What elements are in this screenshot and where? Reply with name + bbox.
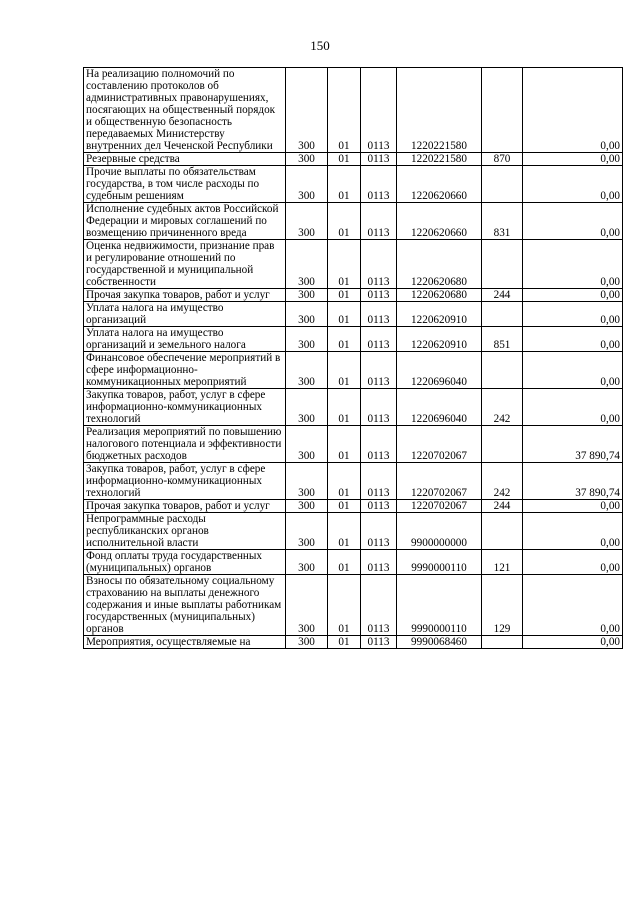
subsection-code-cell: 0113 bbox=[361, 426, 397, 463]
expense-type-cell bbox=[482, 166, 523, 203]
ved-code-cell: 300 bbox=[286, 463, 328, 500]
target-article-cell: 1220620660 bbox=[397, 203, 482, 240]
amount-cell: 0,00 bbox=[523, 68, 623, 153]
table-row bbox=[84, 513, 623, 550]
amount-cell: 0,00 bbox=[523, 166, 623, 203]
target-article-cell: 1220620660 bbox=[397, 166, 482, 203]
target-article-cell: 1220620680 bbox=[397, 289, 482, 302]
amount-cell: 0,00 bbox=[523, 513, 623, 550]
expense-type-cell: 244 bbox=[482, 500, 523, 513]
ved-code-cell: 300 bbox=[286, 389, 328, 426]
section-code-cell: 01 bbox=[328, 463, 361, 500]
subsection-code-cell: 0113 bbox=[361, 240, 397, 289]
row-name-cell: Финансовое обеспечение мероприятий в сфере информационно-коммуникационных мероприятий bbox=[84, 352, 286, 389]
subsection-code-cell: 0113 bbox=[361, 550, 397, 575]
expense-type-cell: 242 bbox=[482, 389, 523, 426]
row-name-cell: Взносы по обязательному социальному страхованию на выплаты денежного содержания и иные выплаты работникам государственных (муниципальных) органов bbox=[84, 575, 286, 636]
target-article-cell: 1220702067 bbox=[397, 426, 482, 463]
amount-cell: 0,00 bbox=[523, 203, 623, 240]
expense-type-cell bbox=[482, 636, 523, 649]
page-number: 150 bbox=[310, 38, 330, 53]
row-name-cell: Резервные средства bbox=[84, 153, 286, 166]
subsection-code-cell: 0113 bbox=[361, 166, 397, 203]
row-name-cell: Фонд оплаты труда государственных (муниципальных) органов bbox=[84, 550, 286, 575]
row-name-cell: Реализация мероприятий по повышению налогового потенциала и эффективности бюджетных расходов bbox=[84, 426, 286, 463]
amount-cell: 0,00 bbox=[523, 500, 623, 513]
target-article-cell: 9990068460 bbox=[397, 636, 482, 649]
row-name-cell: Прочая закупка товаров, работ и услуг bbox=[84, 289, 286, 302]
expense-type-cell: 831 bbox=[482, 203, 523, 240]
section-code-cell: 01 bbox=[328, 500, 361, 513]
table-row bbox=[84, 352, 623, 389]
amount-cell: 0,00 bbox=[523, 636, 623, 649]
ved-code-cell: 300 bbox=[286, 636, 328, 649]
ved-code-cell: 300 bbox=[286, 327, 328, 352]
subsection-code-cell: 0113 bbox=[361, 463, 397, 500]
expense-type-cell bbox=[482, 240, 523, 289]
table-row bbox=[84, 327, 623, 352]
target-article-cell: 1220702067 bbox=[397, 463, 482, 500]
table-row bbox=[84, 166, 623, 203]
amount-cell: 0,00 bbox=[523, 302, 623, 327]
section-code-cell: 01 bbox=[328, 203, 361, 240]
row-name-cell: Уплата налога на имущество организаций bbox=[84, 302, 286, 327]
subsection-code-cell: 0113 bbox=[361, 203, 397, 240]
table-row bbox=[84, 302, 623, 327]
ved-code-cell: 300 bbox=[286, 203, 328, 240]
ved-code-cell: 300 bbox=[286, 302, 328, 327]
target-article-cell: 9900000000 bbox=[397, 513, 482, 550]
expense-type-cell bbox=[482, 426, 523, 463]
ved-code-cell: 300 bbox=[286, 68, 328, 153]
section-code-cell: 01 bbox=[328, 575, 361, 636]
target-article-cell: 9990000110 bbox=[397, 550, 482, 575]
row-name-cell: На реализацию полномочий по составлению протоколов об административных правонарушениях, посягающих на общественный порядок и общественную безопасность передаваемых Министерству внутренних дел Чеченской Республики bbox=[84, 68, 286, 153]
subsection-code-cell: 0113 bbox=[361, 575, 397, 636]
subsection-code-cell: 0113 bbox=[361, 513, 397, 550]
table-row bbox=[84, 550, 623, 575]
expense-type-cell bbox=[482, 68, 523, 153]
expense-type-cell: 242 bbox=[482, 463, 523, 500]
amount-cell: 0,00 bbox=[523, 389, 623, 426]
subsection-code-cell: 0113 bbox=[361, 327, 397, 352]
expense-type-cell bbox=[482, 513, 523, 550]
table-row bbox=[84, 68, 623, 153]
section-code-cell: 01 bbox=[328, 68, 361, 153]
section-code-cell: 01 bbox=[328, 153, 361, 166]
subsection-code-cell: 0113 bbox=[361, 289, 397, 302]
section-code-cell: 01 bbox=[328, 389, 361, 426]
section-code-cell: 01 bbox=[328, 166, 361, 203]
expense-type-cell bbox=[482, 352, 523, 389]
row-name-cell: Непрограммные расходы республиканских органов исполнительной власти bbox=[84, 513, 286, 550]
section-code-cell: 01 bbox=[328, 289, 361, 302]
row-name-cell: Оценка недвижимости, признание прав и регулирование отношений по государственной и муниципальной собственности bbox=[84, 240, 286, 289]
ved-code-cell: 300 bbox=[286, 166, 328, 203]
row-name-cell: Уплата налога на имущество организаций и земельного налога bbox=[84, 327, 286, 352]
section-code-cell: 01 bbox=[328, 302, 361, 327]
ved-code-cell: 300 bbox=[286, 153, 328, 166]
row-name-cell: Прочая закупка товаров, работ и услуг bbox=[84, 500, 286, 513]
amount-cell: 0,00 bbox=[523, 550, 623, 575]
section-code-cell: 01 bbox=[328, 327, 361, 352]
table-row bbox=[84, 289, 623, 302]
expense-type-cell: 851 bbox=[482, 327, 523, 352]
expense-type-cell: 244 bbox=[482, 289, 523, 302]
subsection-code-cell: 0113 bbox=[361, 68, 397, 153]
table-row bbox=[84, 203, 623, 240]
table-row bbox=[84, 500, 623, 513]
row-name-cell: Закупка товаров, работ, услуг в сфере информационно-коммуникационных технологий bbox=[84, 463, 286, 500]
row-name-cell: Мероприятия, осуществляемые на bbox=[84, 636, 286, 649]
table-row bbox=[84, 153, 623, 166]
amount-cell: 0,00 bbox=[523, 289, 623, 302]
row-name-cell: Закупка товаров, работ, услуг в сфере информационно-коммуникационных технологий bbox=[84, 389, 286, 426]
section-code-cell: 01 bbox=[328, 550, 361, 575]
table-body bbox=[84, 68, 623, 649]
table-row bbox=[84, 636, 623, 649]
target-article-cell: 1220620910 bbox=[397, 302, 482, 327]
ved-code-cell: 300 bbox=[286, 289, 328, 302]
subsection-code-cell: 0113 bbox=[361, 636, 397, 649]
table-row bbox=[84, 575, 623, 636]
expense-type-cell: 121 bbox=[482, 550, 523, 575]
subsection-code-cell: 0113 bbox=[361, 302, 397, 327]
table-row bbox=[84, 426, 623, 463]
ved-code-cell: 300 bbox=[286, 352, 328, 389]
subsection-code-cell: 0113 bbox=[361, 500, 397, 513]
table-row bbox=[84, 389, 623, 426]
ved-code-cell: 300 bbox=[286, 513, 328, 550]
section-code-cell: 01 bbox=[328, 240, 361, 289]
subsection-code-cell: 0113 bbox=[361, 389, 397, 426]
subsection-code-cell: 0113 bbox=[361, 352, 397, 389]
target-article-cell: 9990000110 bbox=[397, 575, 482, 636]
ved-code-cell: 300 bbox=[286, 575, 328, 636]
target-article-cell: 1220696040 bbox=[397, 352, 482, 389]
target-article-cell: 1220702067 bbox=[397, 500, 482, 513]
ved-code-cell: 300 bbox=[286, 500, 328, 513]
section-code-cell: 01 bbox=[328, 513, 361, 550]
amount-cell: 0,00 bbox=[523, 352, 623, 389]
ved-code-cell: 300 bbox=[286, 426, 328, 463]
expense-type-cell bbox=[482, 302, 523, 327]
table-row bbox=[84, 463, 623, 500]
section-code-cell: 01 bbox=[328, 352, 361, 389]
amount-cell: 0,00 bbox=[523, 575, 623, 636]
section-code-cell: 01 bbox=[328, 636, 361, 649]
expense-type-cell: 870 bbox=[482, 153, 523, 166]
table-row bbox=[84, 240, 623, 289]
target-article-cell: 1220221580 bbox=[397, 68, 482, 153]
target-article-cell: 1220620910 bbox=[397, 327, 482, 352]
amount-cell: 37 890,74 bbox=[523, 426, 623, 463]
section-code-cell: 01 bbox=[328, 426, 361, 463]
row-name-cell: Исполнение судебных актов Российской Федерации и мировых соглашений по возмещению причиненного вреда bbox=[84, 203, 286, 240]
target-article-cell: 1220696040 bbox=[397, 389, 482, 426]
amount-cell: 37 890,74 bbox=[523, 463, 623, 500]
row-name-cell: Прочие выплаты по обязательствам государства, в том числе расходы по судебным решениям bbox=[84, 166, 286, 203]
target-article-cell: 1220620680 bbox=[397, 240, 482, 289]
target-article-cell: 1220221580 bbox=[397, 153, 482, 166]
amount-cell: 0,00 bbox=[523, 240, 623, 289]
subsection-code-cell: 0113 bbox=[361, 153, 397, 166]
expense-type-cell: 129 bbox=[482, 575, 523, 636]
ved-code-cell: 300 bbox=[286, 240, 328, 289]
budget-table bbox=[83, 67, 623, 649]
amount-cell: 0,00 bbox=[523, 327, 623, 352]
ved-code-cell: 300 bbox=[286, 550, 328, 575]
amount-cell: 0,00 bbox=[523, 153, 623, 166]
